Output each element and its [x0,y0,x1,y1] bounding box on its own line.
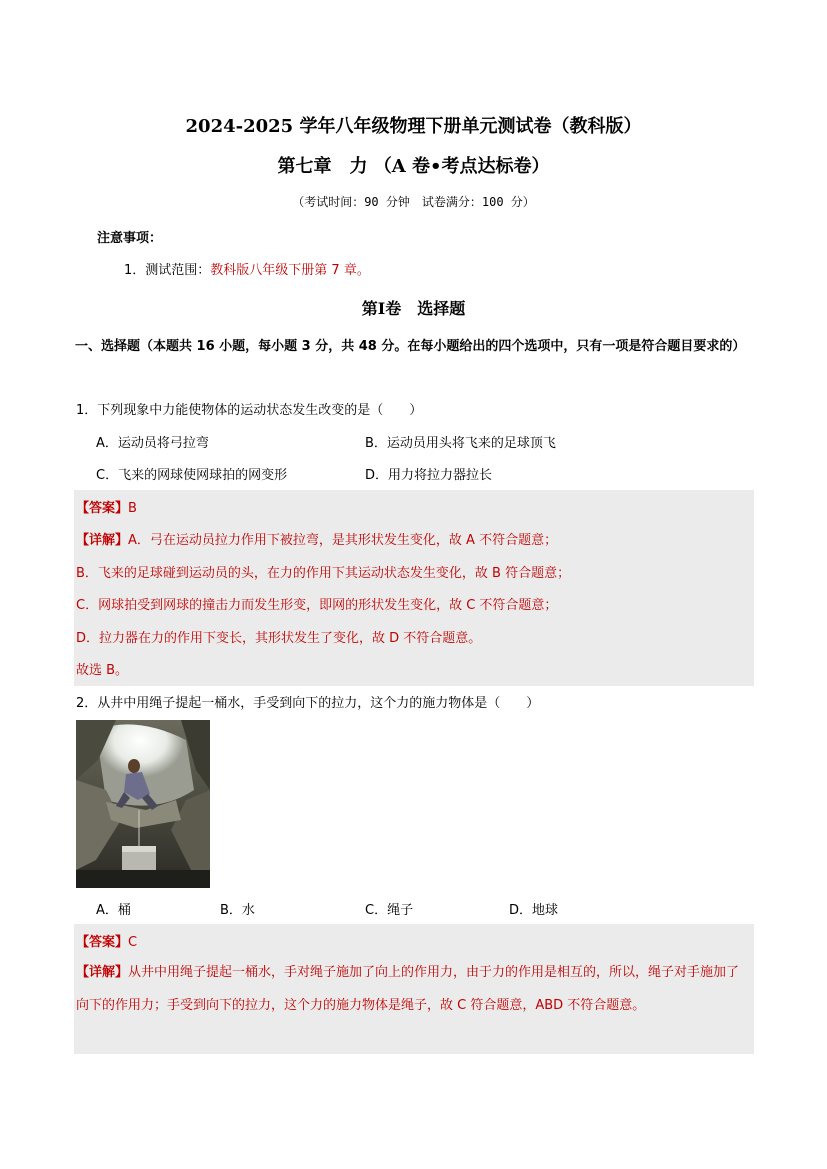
question-1-answer-box [74,490,754,686]
question-1-explain-line: 故选 B。 [76,663,129,678]
answer-tag: 【答案】 [76,935,129,950]
question-1-option-d: D．用力将拉力器拉长 [365,468,493,483]
exam-info: （考试时间：90 分钟 试卷满分：100 分） [292,195,535,209]
question-2-option-a: A．桶 [96,903,131,918]
question-1-option-a: A．运动员将弓拉弯 [96,436,209,451]
question-1-answer [76,497,137,516]
well-photo [76,720,210,888]
notice-item-prefix: 1．测试范围： [124,263,211,278]
question-1-explain-line [76,529,557,548]
question-1-option-b: B．运动员用头将飞来的足球顶飞 [365,436,556,451]
answer-value: C [128,935,138,950]
question-1-option-c: C．飞来的网球使网球拍的网变形 [96,468,288,483]
explain-tag: 【详解】 [76,533,129,548]
exam-title: 2024-2025 学年八年级物理下册单元测试卷（教科版） [185,116,642,137]
question-1-stem: 1．下列现象中力能使物体的运动状态发生改变的是（ ） [76,403,423,418]
question-1-explain-line: D．拉力器在力的作用下变长，其形状发生了变化，故 D 不符合题意。 [76,631,482,646]
exam-subtitle: 第七章 力 （A 卷•考点达标卷） [277,156,550,177]
explain-text: A．弓在运动员拉力作用下被拉弯，是其形状发生变化，故 A 不符合题意； [128,533,558,548]
answer-value: B [128,501,137,516]
notice-item [124,259,370,278]
answer-tag: 【答案】 [76,501,129,516]
explain-tag: 【详解】 [76,965,129,980]
question-2-answer [76,931,137,950]
notice-title: 注意事项： [97,231,163,246]
question-1-explain-line: C．网球拍受到网球的撞击力而发生形变，即网的形状发生变化，故 C 不符合题意； [76,598,558,613]
notice-item-scope: 教科版八年级下册第 7 章。 [210,263,370,278]
explain-text: 从井中用绳子提起一桶水，手对绳子施加了向上的作用力，由于力的作用是相互的，所以，绳子对手施加了向下的作用力；手受到向下的拉力，这个力的施力物体是绳子，故 C 符合题意，ABD 不符合题意。 [76,965,740,1013]
section-heading: 一、选择题（本题共 16 小题，每小题 3 分，共 48 分。在每小题给出的四个选项中，只有一项是符合题目要求的） [75,339,746,354]
part-title: 第Ⅰ卷 选择题 [361,299,466,318]
question-2-stem: 2．从井中用绳子提起一桶水，手受到向下的拉力，这个力的施力物体是（ ） [76,696,540,711]
question-2-explain [76,956,752,1022]
question-1-explain-line: B．飞来的足球碰到运动员的头，在力的作用下其运动状态发生变化，故 B 符合题意； [76,566,571,581]
question-2-option-c: C．绳子 [365,903,414,918]
question-2-option-b: B．水 [220,903,255,918]
question-2-option-d: D．地球 [509,903,559,918]
